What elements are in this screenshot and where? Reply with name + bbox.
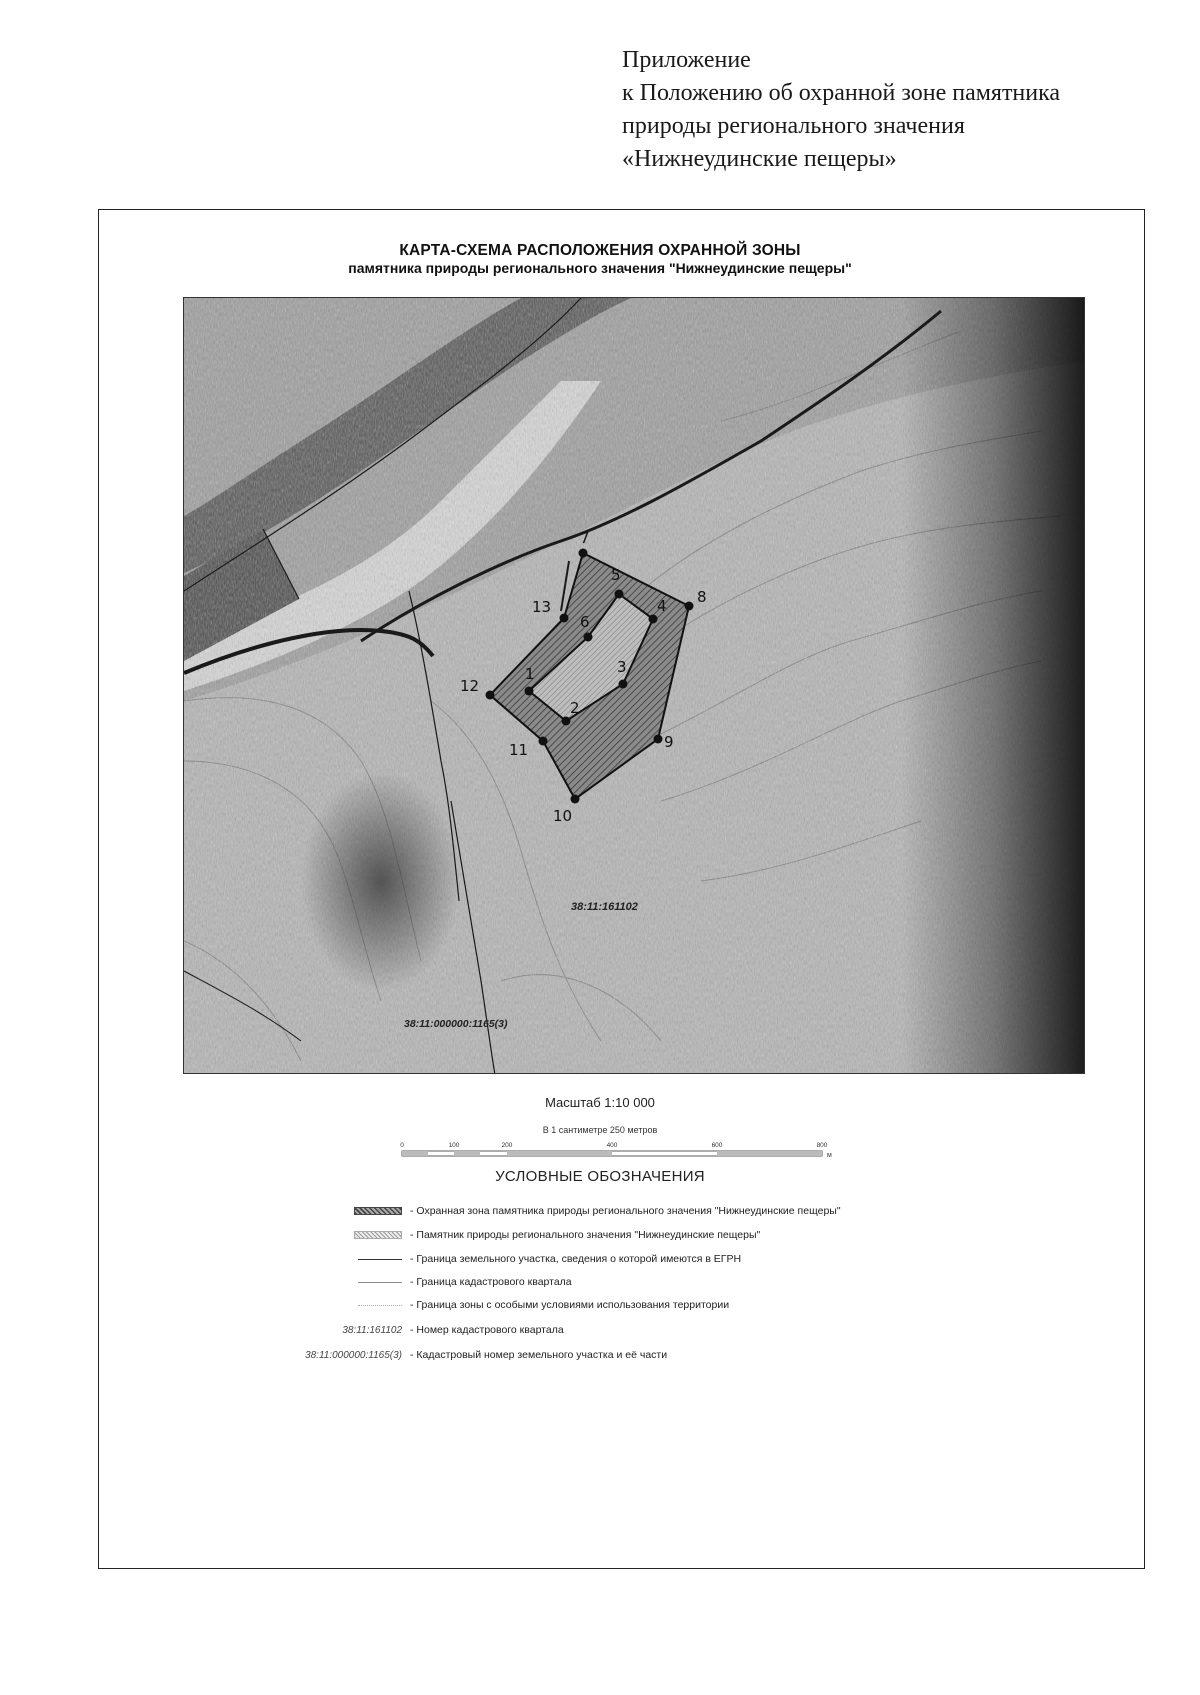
quarter-number-sample: 38:11:161102	[342, 1324, 402, 1336]
legend-title: УСЛОВНЫЕ ОБОЗНАЧЕНИЯ	[495, 1168, 705, 1185]
appendix-header	[622, 44, 1182, 176]
legend-item-natural-monument	[240, 1226, 1060, 1244]
legend-item-special-zone-boundary	[240, 1296, 1060, 1314]
vertex-label-11: 11	[509, 741, 529, 759]
shaded-slope	[901, 298, 1085, 1074]
scale-tick-label: 400	[606, 1142, 618, 1149]
legend-label: - Граница земельного участка, сведения о которой имеются в ЕГРН	[410, 1253, 742, 1265]
vertex-label-6: 6	[580, 613, 590, 631]
vertex-label-3: 3	[617, 658, 627, 676]
legend-label: - Номер кадастрового квартала	[410, 1324, 564, 1336]
scale-bar	[397, 1137, 857, 1167]
vertex-point-6	[584, 633, 593, 642]
legend-label: - Охранная зона памятника природы регионального значения "Нижнеудинские пещеры"	[410, 1205, 841, 1217]
legend-label: - Граница кадастрового квартала	[410, 1276, 572, 1288]
map-panel	[183, 297, 1085, 1074]
legend-item-parcel-number	[240, 1346, 1060, 1364]
legend-label: - Граница зоны с особыми условиями использования территории	[410, 1299, 730, 1311]
vertex-label-7: 7	[580, 529, 590, 547]
map-canvas	[184, 298, 1085, 1074]
legend-label: - Памятник природы регионального значения "Нижнеудинские пещеры"	[410, 1229, 761, 1241]
legend-label: - Кадастровый номер земельного участка и её части	[410, 1349, 668, 1361]
map-title: КАРТА-СХЕМА РАСПОЛОЖЕНИЯ ОХРАННОЙ ЗОНЫ	[399, 242, 801, 259]
vertex-point-8	[685, 602, 694, 611]
vertex-point-13	[560, 614, 569, 623]
vertex-label-12: 12	[460, 677, 480, 695]
appendix-line-4: «Нижнеудинские пещеры»	[622, 146, 897, 172]
solid-line-icon	[358, 1259, 402, 1260]
vertex-label-4: 4	[657, 597, 667, 615]
dark-relief-area	[301, 771, 461, 991]
vertex-label-9: 9	[664, 733, 674, 751]
parcel-number-sample: 38:11:000000:1165(3)	[305, 1349, 402, 1361]
legend-item-quarter-number	[240, 1321, 1060, 1339]
vertex-point-11	[539, 737, 548, 746]
vertex-point-12	[486, 691, 495, 700]
vertex-point-10	[571, 795, 580, 804]
map-subtitle: памятника природы регионального значения "Нижнеудинские пещеры"	[348, 260, 852, 276]
vertex-point-2	[562, 717, 571, 726]
appendix-line-3: природы регионального значения	[622, 113, 965, 139]
appendix-line-1: Приложение	[622, 47, 751, 73]
vertex-label-8: 8	[697, 588, 707, 606]
thin-line-icon	[358, 1282, 402, 1283]
appendix-line-2: к Положению об охранной зоне памятника	[622, 80, 1061, 106]
scale-subtitle: В 1 сантиметре 250 метров	[542, 1125, 658, 1135]
vertex-point-5	[615, 590, 624, 599]
vertex-label-2: 2	[570, 699, 580, 717]
vertex-label-5: 5	[611, 566, 621, 584]
cadastral-quarter-label: 38:11:161102	[571, 901, 638, 913]
scale-title: Масштаб 1:10 000	[545, 1095, 655, 1110]
vertex-label-1: 1	[525, 665, 535, 683]
vertex-label-10: 10	[553, 807, 573, 825]
dotted-line-icon	[358, 1305, 402, 1306]
legend-item-parcel-boundary	[240, 1250, 1060, 1268]
scale-tick-label: 600	[711, 1142, 723, 1149]
scale-tick-label: 200	[501, 1142, 513, 1149]
scale-tick-label: 0	[400, 1142, 404, 1149]
vertex-point-1	[525, 687, 534, 696]
scale-tick-label: 800	[816, 1142, 828, 1149]
vertex-point-4	[649, 615, 658, 624]
legend-item-quarter-boundary	[240, 1273, 1060, 1291]
vertex-point-7	[579, 549, 588, 558]
vertex-point-9	[654, 735, 663, 744]
hatch-light-swatch-icon	[354, 1231, 402, 1239]
scale-unit: м	[827, 1152, 832, 1159]
legend-item-protected-zone	[240, 1202, 1060, 1220]
vertex-label-13: 13	[532, 598, 552, 616]
parcel-number-label: 38:11:000000:1165(3)	[404, 1018, 508, 1030]
vertex-point-3	[619, 680, 628, 689]
scale-tick-label: 100	[448, 1142, 460, 1149]
hatch-dark-swatch-icon	[354, 1207, 402, 1215]
